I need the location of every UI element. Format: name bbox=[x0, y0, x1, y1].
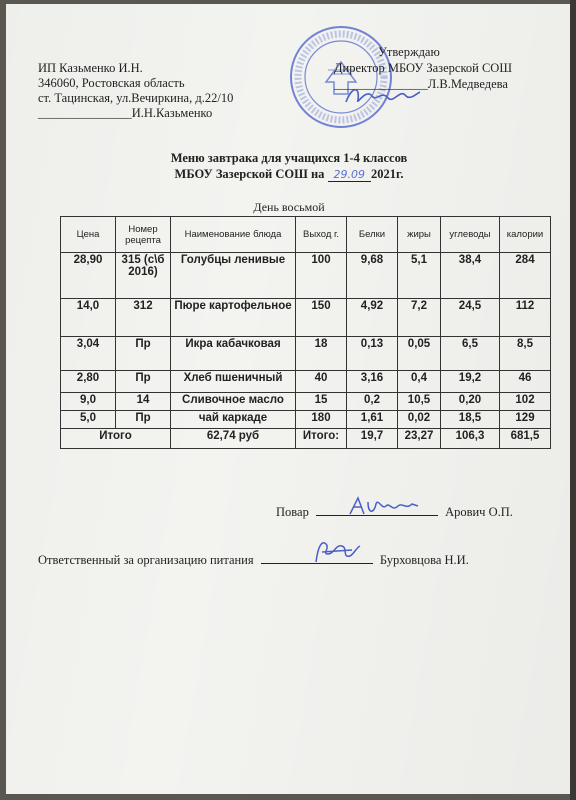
table-row bbox=[61, 337, 551, 371]
cell-price: 3,04 bbox=[61, 337, 116, 371]
supplier-signature-line: _______________И.Н.Казьменко bbox=[38, 106, 213, 120]
day-label: День восьмой bbox=[253, 200, 325, 214]
cell-recipe: Пр bbox=[116, 371, 171, 393]
cell-recipe: 312 bbox=[116, 299, 171, 337]
cell-price: 14,0 bbox=[61, 299, 116, 337]
col-dish: Наименование блюда bbox=[171, 217, 296, 253]
cell-protein: 0,13 bbox=[347, 337, 398, 371]
responsible-signature-row bbox=[38, 550, 469, 568]
cell-protein: 1,61 bbox=[347, 411, 398, 429]
cell-fat: 5,1 bbox=[398, 253, 441, 299]
cell-dish: чай каркаде bbox=[171, 411, 296, 429]
total-sum: 62,74 руб bbox=[171, 429, 296, 449]
cell-fat: 0,4 bbox=[398, 371, 441, 393]
document-page bbox=[6, 4, 572, 794]
cell-protein: 9,68 bbox=[347, 253, 398, 299]
col-protein: Белки bbox=[347, 217, 398, 253]
cell-yield: 180 bbox=[296, 411, 347, 429]
cell-recipe: Пр bbox=[116, 337, 171, 371]
cell-fat: 0,05 bbox=[398, 337, 441, 371]
table-row bbox=[61, 299, 551, 337]
cell-carbs: 0,20 bbox=[441, 393, 500, 411]
col-yield: Выход г. bbox=[296, 217, 347, 253]
responsible-name: Бурховцова Н.И. bbox=[379, 553, 469, 567]
cell-dish: Икра кабачковая bbox=[171, 337, 296, 371]
supplier-address-2: ст. Тацинская, ул.Вечиркина, д.22/10 bbox=[38, 91, 234, 105]
school-name: МБОУ Зазерской СОШ на bbox=[174, 167, 325, 181]
cell-kcal: 284 bbox=[500, 253, 551, 299]
col-fat: жиры bbox=[398, 217, 441, 253]
cell-protein: 4,92 bbox=[347, 299, 398, 337]
cell-dish: Сливочное масло bbox=[171, 393, 296, 411]
cell-dish: Хлеб пшеничный bbox=[171, 371, 296, 393]
menu-year: 2021г. bbox=[371, 167, 404, 181]
cell-recipe: 315 (с\б 2016) bbox=[116, 253, 171, 299]
cell-fat: 10,5 bbox=[398, 393, 441, 411]
table-row bbox=[61, 411, 551, 429]
cell-yield: 15 bbox=[296, 393, 347, 411]
supplier-block bbox=[38, 61, 233, 121]
cell-fat: 0,02 bbox=[398, 411, 441, 429]
menu-table bbox=[60, 216, 551, 449]
page-edge-shadow bbox=[570, 0, 576, 800]
cell-price: 5,0 bbox=[61, 411, 116, 429]
table-header-row bbox=[61, 217, 551, 253]
col-price: Цена bbox=[61, 217, 116, 253]
total-label-2: Итого: bbox=[296, 429, 347, 449]
table-total-row bbox=[61, 429, 551, 449]
total-protein: 19,7 bbox=[347, 429, 398, 449]
cell-kcal: 102 bbox=[500, 393, 551, 411]
cell-kcal: 46 bbox=[500, 371, 551, 393]
supplier-address-1: 346060, Ростовская область bbox=[38, 76, 185, 90]
total-label: Итого bbox=[61, 429, 171, 449]
cell-carbs: 24,5 bbox=[441, 299, 500, 337]
director-signature-line: _______________Л.В.Медведева bbox=[334, 77, 508, 91]
cell-fat: 7,2 bbox=[398, 299, 441, 337]
cell-carbs: 38,4 bbox=[441, 253, 500, 299]
cell-price: 2,80 bbox=[61, 371, 116, 393]
cell-protein: 3,16 bbox=[347, 371, 398, 393]
cell-dish: Пюре картофельное bbox=[171, 299, 296, 337]
responsible-label: Ответственный за организацию питания bbox=[38, 553, 254, 567]
cell-yield: 18 bbox=[296, 337, 347, 371]
director-signature bbox=[342, 82, 422, 108]
cell-carbs: 6,5 bbox=[441, 337, 500, 371]
cell-kcal: 112 bbox=[500, 299, 551, 337]
cell-price: 28,90 bbox=[61, 253, 116, 299]
cell-carbs: 19,2 bbox=[441, 371, 500, 393]
total-carbs: 106,3 bbox=[441, 429, 500, 449]
cell-protein: 0,2 bbox=[347, 393, 398, 411]
menu-title: Меню завтрака для учащихся 1-4 классов bbox=[170, 151, 408, 165]
director-title: Директор МБОУ Зазерской СОШ bbox=[334, 61, 512, 75]
approval-label: Утверждаю bbox=[378, 45, 440, 59]
col-kcal: калории bbox=[500, 217, 551, 253]
total-kcal: 681,5 bbox=[500, 429, 551, 449]
cell-yield: 100 bbox=[296, 253, 347, 299]
col-recipe: Номер рецепта bbox=[116, 217, 171, 253]
cook-name: Арович О.П. bbox=[445, 505, 513, 519]
responsible-signature bbox=[312, 536, 362, 566]
cell-kcal: 8,5 bbox=[500, 337, 551, 371]
cook-label: Повар bbox=[276, 505, 309, 519]
table-row bbox=[61, 393, 551, 411]
cell-recipe: Пр bbox=[116, 411, 171, 429]
cook-signature bbox=[346, 492, 422, 518]
cell-price: 9,0 bbox=[61, 393, 116, 411]
supplier-name: ИП Казьменко И.Н. bbox=[38, 61, 143, 75]
cell-yield: 150 bbox=[296, 299, 347, 337]
cell-kcal: 129 bbox=[500, 411, 551, 429]
cell-carbs: 18,5 bbox=[441, 411, 500, 429]
cell-yield: 40 bbox=[296, 371, 347, 393]
cell-recipe: 14 bbox=[116, 393, 171, 411]
total-fat: 23,27 bbox=[398, 429, 441, 449]
table-row bbox=[61, 371, 551, 393]
cell-dish: Голубцы ленивые bbox=[171, 253, 296, 299]
menu-date: 29.09 bbox=[328, 168, 372, 182]
table-row bbox=[61, 253, 551, 299]
menu-subtitle bbox=[6, 167, 572, 182]
col-carbs: углеводы bbox=[441, 217, 500, 253]
